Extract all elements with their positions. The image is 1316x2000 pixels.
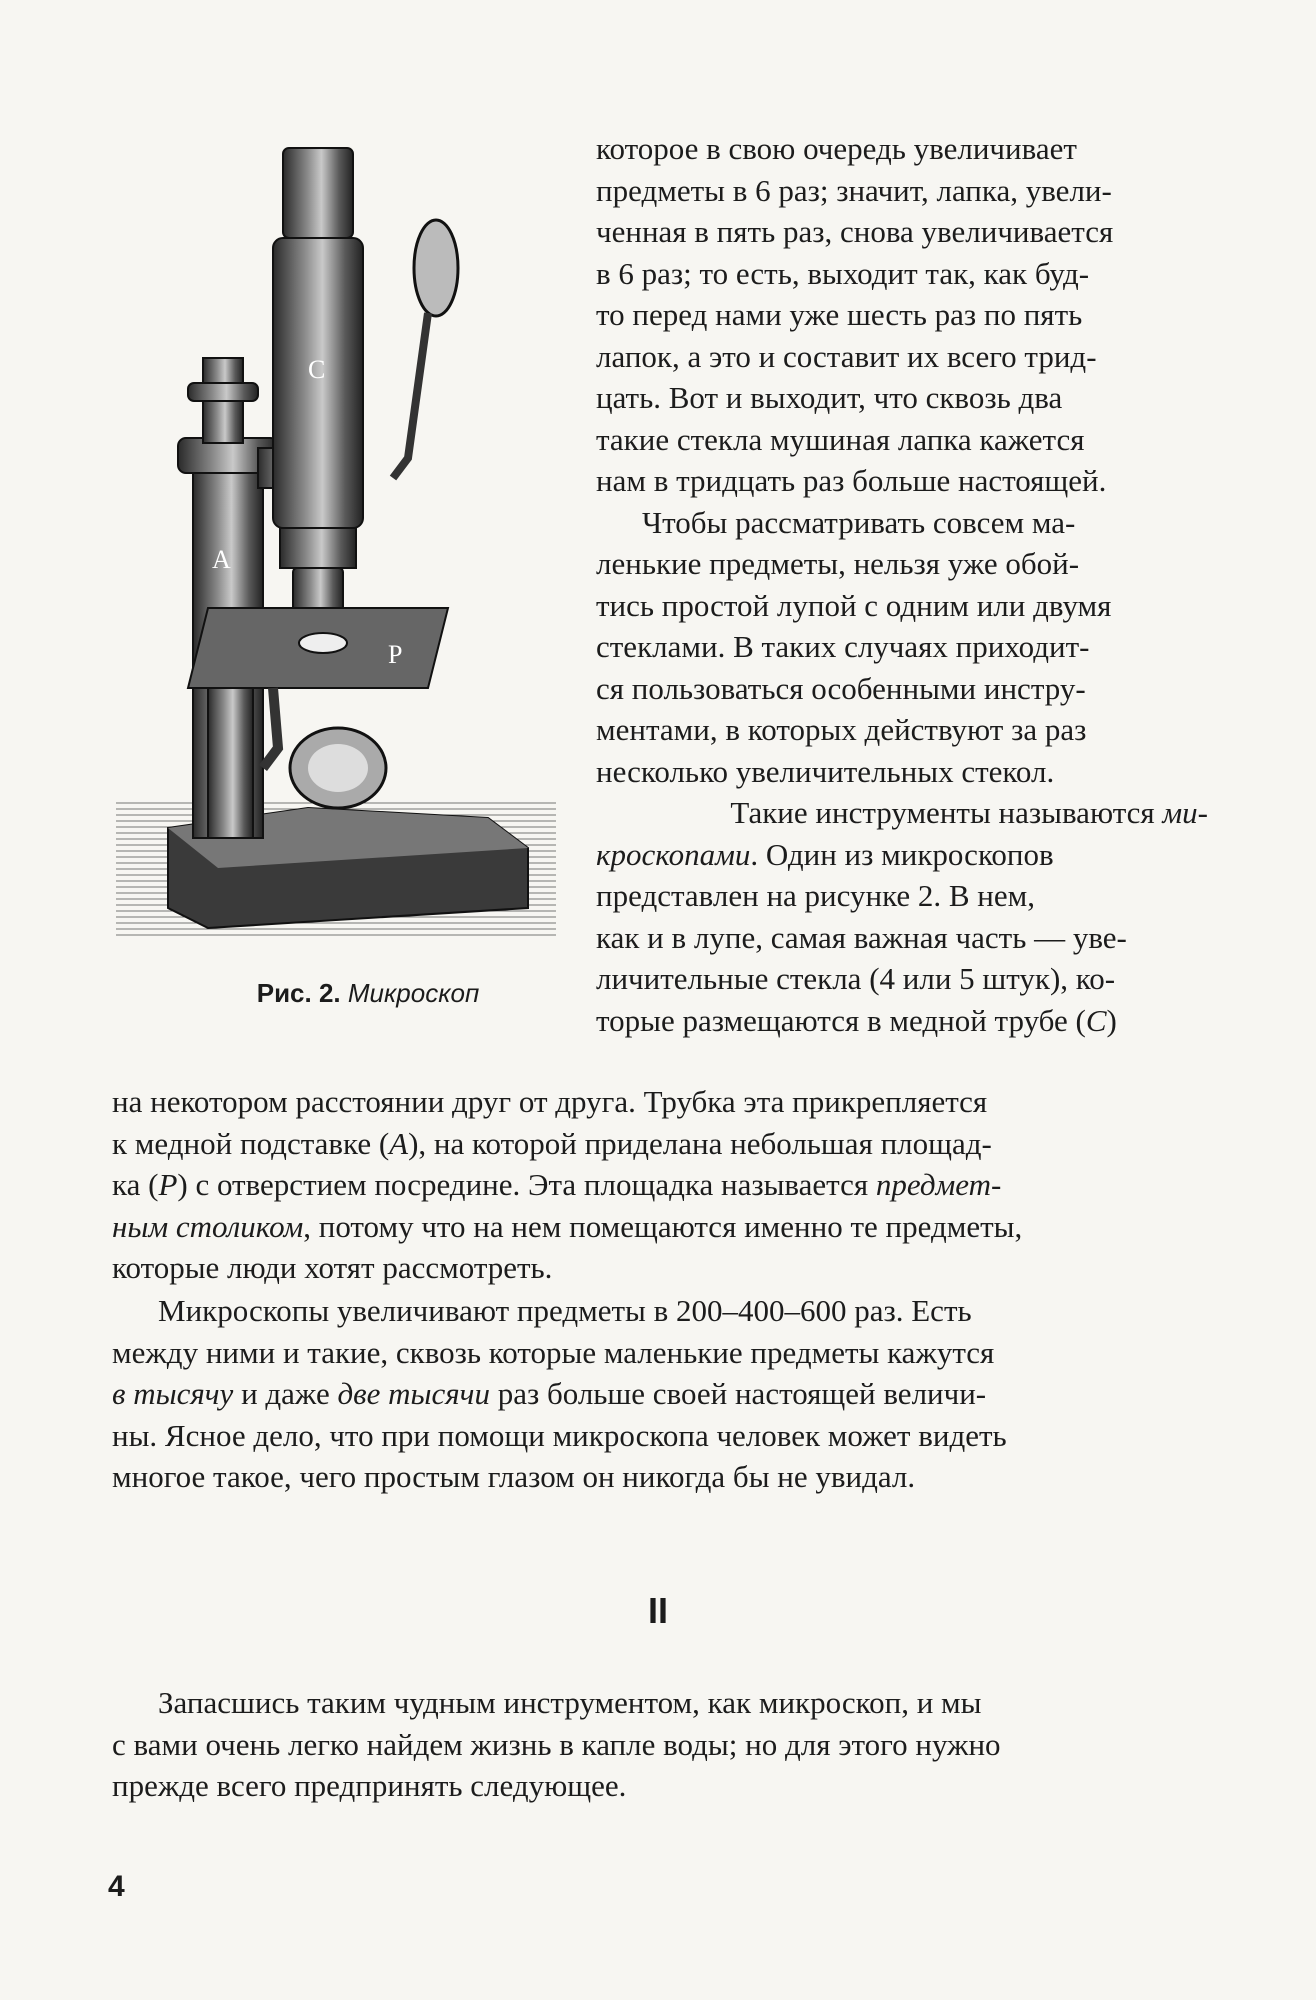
text-line: ным столиком , потому что на нем помещаются именно те предметы,: [112, 1206, 1208, 1248]
text-line: ка ( P ) с отверстием посредине. Эта площадка называется предмет-: [112, 1164, 1208, 1206]
text-line: ся пользоваться особенными инстру-: [596, 670, 1086, 706]
text-line: которое в свою очередь увеличивает: [596, 131, 1077, 166]
text-line: как и в лупе, самая важная часть — уве-: [596, 919, 1127, 955]
term-stage: предмет-: [875, 1167, 1002, 1202]
figure-title: Микроскоп: [347, 978, 480, 1008]
ref-stand-a: A: [389, 1125, 409, 1161]
text-full-block: [112, 1081, 1208, 1289]
text-line: лапок, а это и составит их всего трид-: [596, 338, 1097, 374]
section-numeral: II: [647, 1590, 668, 1631]
text-line: прежде всего предпринять следующее.: [112, 1768, 627, 1803]
text-line: которые люди хотят рассмотреть.: [112, 1250, 553, 1285]
text-line: представлен на рисунке 2. В нем,: [596, 878, 1036, 913]
term-stage-end: ным столиком: [112, 1208, 304, 1244]
text-line: такие стекла мушиная лапка кажется: [596, 421, 1085, 457]
text-line: многое такое, чего простым глазом он никогда бы не увидал.: [112, 1459, 916, 1494]
text-line: между ними и такие, сквозь которые маленькие предметы кажутся: [112, 1334, 995, 1370]
text-line: Микроскопы увеличивают предметы в 200–400–600 раз. Есть: [158, 1293, 972, 1328]
text-line: кроскопами . Один из микроскопов: [596, 834, 1208, 876]
paragraph-magnification: [112, 1290, 1208, 1498]
paragraph-water-drop: [112, 1682, 1208, 1807]
text-line: в тысячу и даже две тысячи раз больше своей настоящей величи-: [112, 1373, 1208, 1415]
text-line: Чтобы рассматривать совсем ма-: [642, 504, 1076, 540]
microscope-illustration: [108, 128, 568, 968]
text-line: стеклами. В таких случаях приходит-: [596, 629, 1090, 664]
text-line: Запасшись таким чудным инструментом, как микроскоп, и мы: [158, 1685, 982, 1720]
text-line: к медной подставке ( A ), на которой приделана небольшая площад-: [112, 1123, 1208, 1165]
ref-tube-c: C: [1085, 1002, 1107, 1038]
figure-number: Рис. 2.: [256, 978, 341, 1008]
text-line: с вами очень легко найдем жизнь в капле воды; но для этого нужно: [112, 1726, 1001, 1762]
text-line: несколько увеличительных стекол.: [596, 753, 1055, 789]
term-thousand: в тысячу: [112, 1376, 234, 1411]
text-line: то перед нами уже шесть раз по пять: [596, 297, 1083, 332]
text-line: ленькие предметы, нельзя уже обой-: [596, 546, 1080, 581]
ref-stage-p: P: [158, 1167, 178, 1202]
label-tube: C: [308, 355, 326, 384]
term-microscopes: ми-: [1162, 795, 1208, 830]
text-line: ментами, в которых действуют за раз: [596, 712, 1087, 747]
text-line: в 6 раз; то есть, выходит так, как буд-: [596, 255, 1090, 291]
text-column: [596, 128, 1208, 1041]
term-two-thousand: две тысячи: [337, 1376, 490, 1411]
text-line: торые размещаются в медной трубе ( C ): [596, 1000, 1208, 1042]
text-line: ченная в пять раз, снова увеличивается: [596, 214, 1114, 249]
text-line: предметы в 6 раз; значит, лапка, увели-: [596, 172, 1112, 208]
text-line: цать. Вот и выходит, что сквозь два: [596, 380, 1063, 415]
term-microscopes-end: кроскопами: [596, 836, 751, 872]
figure-caption: [168, 978, 568, 1009]
text-line: на некотором расстоянии друг от друга. Трубка эта прикрепляется: [112, 1084, 988, 1119]
text-line: нам в тридцать раз больше настоящей.: [596, 463, 1107, 498]
text-line: ны. Ясное дело, что при помощи микроскопа человек может видеть: [112, 1417, 1007, 1453]
text-line: Такие инструменты называются ми-: [596, 792, 1208, 834]
label-stage: P: [388, 640, 403, 669]
label-stand: A: [212, 545, 231, 574]
text-line: тись простой лупой с одним или двумя: [596, 587, 1112, 623]
page-number: 4: [108, 1870, 125, 1903]
text-line: личительные стекла (4 или 5 штук), ко-: [596, 961, 1116, 996]
figure-microscope: [108, 128, 568, 1018]
